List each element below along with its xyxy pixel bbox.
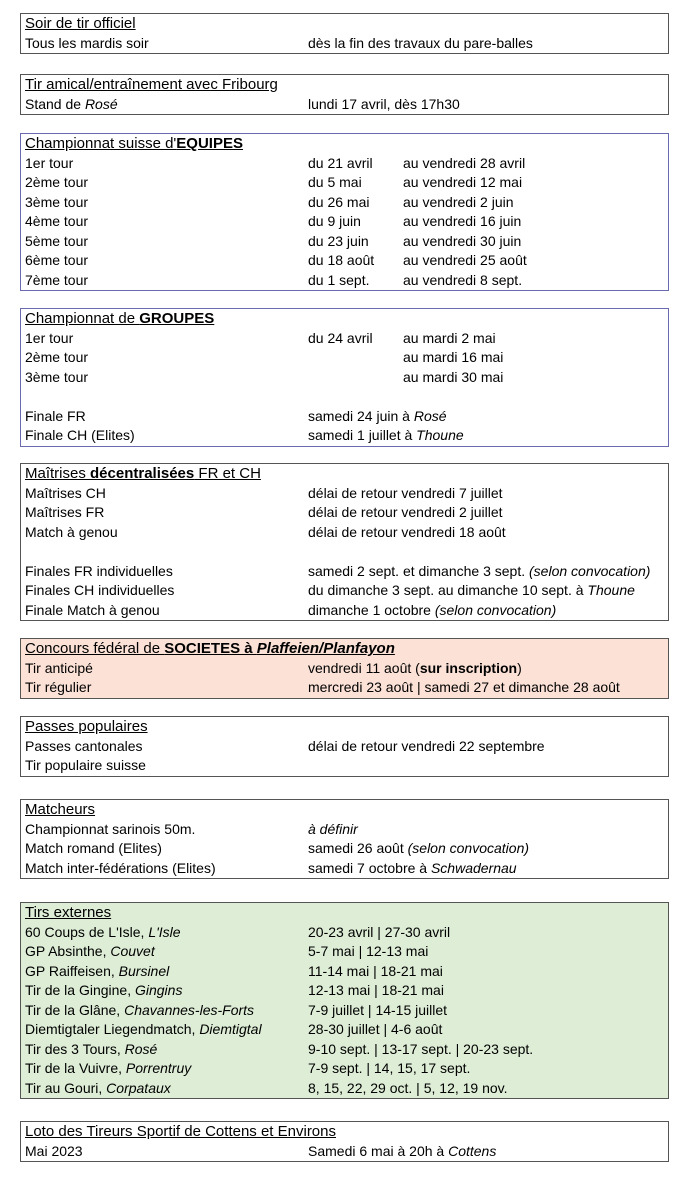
- section-title: Matcheurs: [25, 801, 96, 818]
- list-item: Tir anticipé vendredi 11 août (sur inscription): [25, 659, 522, 676]
- table-row: 3ème tour du 26 mai au vendredi 2 juin: [25, 193, 514, 210]
- section-championnat-groupes: [20, 308, 669, 447]
- table-row: 6ème tour du 18 août au vendredi 25 août: [25, 252, 527, 268]
- section-title: Championnat de GROUPES: [25, 310, 215, 327]
- section-concours-federal: [20, 638, 669, 699]
- table-row: 7ème tour du 1 sept. au vendredi 8 sept.: [25, 271, 523, 288]
- section-championnat-equipes: [20, 133, 669, 291]
- list-item: Finales CH individuelles du dimanche 3 sept. au dimanche 10 sept. à Thoune: [25, 582, 635, 598]
- list-item: Finales FR individuelles samedi 2 sept. et dimanche 3 sept. (selon convocation): [25, 562, 651, 579]
- list-item: Championnat sarinois 50m. à définir: [25, 820, 358, 837]
- table-row: 1er tour du 24 avril au mardi 2 mai: [25, 329, 496, 346]
- list-item: Finale CH (Elites) samedi 1 juillet à Thoune: [25, 427, 464, 443]
- section-loto: [20, 1121, 669, 1162]
- list-item: Tir de la Gingine, Gingins 12-13 mai | 18-21 mai: [25, 982, 444, 998]
- section-title: Loto des Tireurs Sportif de Cottens et Environs: [25, 1123, 336, 1140]
- list-item: Finale Match à genou dimanche 1 octobre (selon convocation): [25, 601, 557, 618]
- list-item: Maîtrises CH délai de retour vendredi 7 juillet: [25, 484, 503, 501]
- list-item: Tir des 3 Tours, Rosé 9-10 sept. | 13-17 sept. | 20-23 sept.: [25, 1040, 534, 1057]
- list-item: Tir régulier mercredi 23 août | samedi 27 et dimanche 28 août: [25, 679, 620, 695]
- list-item: Match inter-fédérations (Elites) samedi 7 octobre à Schwadernau: [25, 859, 517, 876]
- list-item: Passes cantonales délai de retour vendredi 22 septembre: [25, 737, 545, 754]
- table-row: 2ème tour du 5 mai au vendredi 12 mai: [25, 174, 523, 190]
- section-title: Concours fédéral de SOCIETES à Plaffeien/Planfayon: [25, 640, 395, 657]
- section-passes-populaires: [20, 716, 669, 777]
- item-value: lundi 17 avril, dès 17h30: [308, 95, 460, 112]
- section-matcheurs: [20, 799, 669, 879]
- section-tirs-externes: [20, 902, 669, 1099]
- item-value: dès la fin des travaux du pare-balles: [308, 34, 533, 51]
- item-label: Tous les mardis soir: [25, 34, 149, 51]
- list-item: Tir au Gouri, Corpataux 8, 15, 22, 29 oct. | 5, 12, 19 nov.: [25, 1079, 508, 1096]
- section-tir-amical: [20, 74, 669, 115]
- list-item: Tir de la Vuivre, Porrentruy 7-9 sept. | 14, 15, 17 sept.: [25, 1060, 471, 1076]
- list-item: Finale FR samedi 24 juin à Rosé: [25, 407, 447, 424]
- table-row: 3ème tour au mardi 30 mai: [25, 368, 504, 385]
- list-item: 60 Coups de L'Isle, L'Isle 20-23 avril | 27-30 avril: [25, 923, 451, 940]
- list-item: [21, 34, 668, 54]
- list-item: GP Raiffeisen, Bursinel 11-14 mai | 18-21 mai: [25, 962, 443, 979]
- list-item: GP Absinthe, Couvet 5-7 mai | 12-13 mai: [25, 943, 429, 959]
- list-item: Tir populaire suisse: [25, 757, 146, 773]
- list-item: Tir de la Glâne, Chavannes-les-Forts 7-9 juillet | 14-15 juillet: [25, 1001, 448, 1018]
- section-title: Soir de tir officiel: [25, 15, 136, 32]
- list-item: Mai 2023 Samedi 6 mai à 20h à Cottens: [25, 1142, 497, 1159]
- section-soir-de-tir: [20, 13, 669, 54]
- section-title: Maîtrises décentralisées FR et CH: [25, 465, 261, 482]
- section-title: Passes populaires: [25, 718, 148, 735]
- list-item: Match à genou délai de retour vendredi 18 août: [25, 523, 506, 540]
- item-label: Stand de Rosé: [25, 95, 118, 112]
- table-row: 5ème tour du 23 juin au vendredi 30 juin: [25, 232, 522, 249]
- list-item: Maîtrises FR délai de retour vendredi 2 juillet: [25, 504, 503, 520]
- list-item: Match romand (Elites) samedi 26 août (selon convocation): [25, 840, 530, 856]
- section-maitrises: [20, 463, 669, 621]
- section-title: Tirs externes: [25, 904, 112, 921]
- table-row: 1er tour du 21 avril au vendredi 28 avril: [25, 154, 526, 171]
- table-row: 2ème tour au mardi 16 mai: [25, 349, 504, 365]
- list-item: [21, 95, 668, 115]
- list-item: Diemtigtaler Liegendmatch, Diemtigtal 28-30 juillet | 4-6 août: [25, 1021, 443, 1037]
- table-row: 4ème tour du 9 juin au vendredi 16 juin: [25, 213, 522, 229]
- section-title: Tir amical/entraînement avec Fribourg: [25, 76, 278, 93]
- section-title: Championnat suisse d'EQUIPES: [25, 135, 243, 152]
